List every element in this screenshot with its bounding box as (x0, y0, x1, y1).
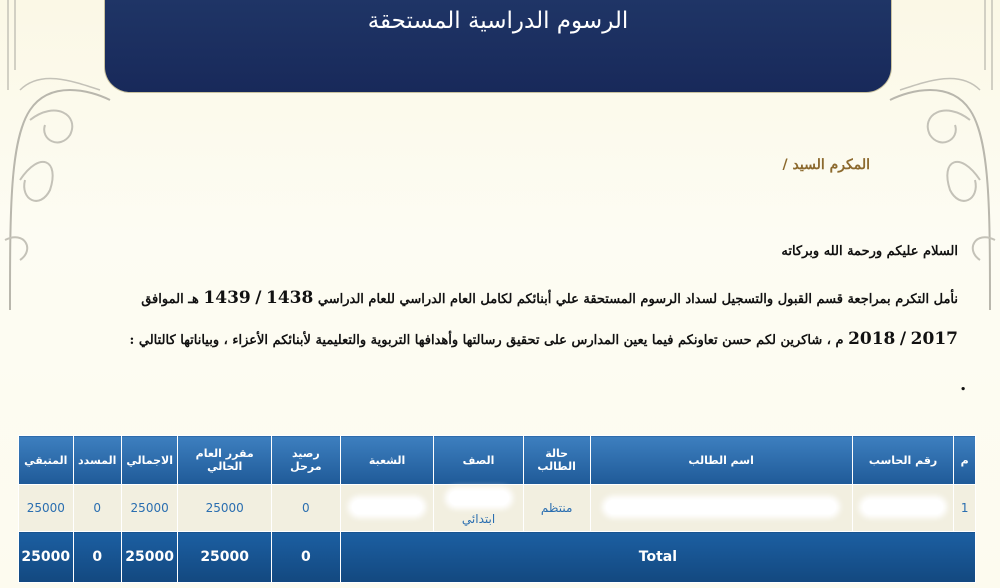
page-title: الرسوم الدراسية المستحقة (367, 8, 629, 34)
col-student-status: حالة الطالب (523, 436, 590, 485)
col-current-fee: مقرر العام الحالي (178, 436, 272, 485)
cell-total: 25000 (121, 485, 178, 532)
table-row[interactable] (19, 485, 976, 532)
col-paid: المسدد (73, 436, 121, 485)
col-student-name: اسم الطالب (590, 436, 852, 485)
cell-grade (434, 485, 523, 532)
cell-paid: 0 (73, 485, 121, 532)
col-total: الاجمالي (121, 436, 178, 485)
end-dot: . (960, 374, 967, 395)
grade-level-text: ابتدائي (461, 511, 496, 526)
year-separator: / (255, 288, 262, 308)
totals-current-fee: 25000 (178, 532, 272, 583)
totals-paid: 0 (73, 532, 121, 583)
table-header-row (19, 436, 976, 485)
totals-row (19, 532, 976, 583)
body-text-1: نأمل التكرم بمراجعة قسم القبول والتسجيل لسداد الرسوم المستحقة علي أبنائكم لكامل العام الدراسي للعام الدراسي (317, 292, 958, 307)
cell-index: 1 (954, 485, 976, 532)
page-title-bar (104, 0, 892, 93)
col-grade: الصف (434, 436, 523, 485)
cell-computer-number (852, 485, 954, 532)
body-text-2: هـ الموافق (141, 292, 199, 307)
top-left-flourish-icon (0, 0, 110, 100)
totals-carried-balance: 0 (271, 532, 340, 583)
redacted-value (606, 500, 836, 514)
totals-remaining: 25000 (19, 532, 74, 583)
cell-student-name (590, 485, 852, 532)
fees-table (18, 435, 976, 583)
col-carried-balance: رصيد مرحل (271, 436, 340, 485)
col-remaining: المتبقي (19, 436, 74, 485)
cell-remaining: 25000 (19, 485, 74, 532)
hijri-year-1: 1438 (266, 288, 314, 308)
cell-section (340, 485, 434, 532)
cell-carried-balance: 0 (271, 485, 340, 532)
gregorian-year-2: 2018 (848, 329, 896, 349)
body-paragraph-line-2 (58, 329, 958, 349)
cell-status: منتظم (523, 485, 590, 532)
totals-total: 25000 (121, 532, 178, 583)
top-right-flourish-icon (890, 0, 1000, 100)
col-index: م (954, 436, 976, 485)
recipient-label: المكرم السيد / (782, 157, 870, 173)
body-text-3: م ، شاكرين لكم حسن تعاونكم فيما يعين المدارس على تحقيق رسالتها وأهدافها التربوية والتعليمية لأبنائكم الأعزاء ، وبياناتها كالتالي : (129, 333, 844, 348)
year-separator-2: / (899, 329, 907, 349)
redacted-value (863, 500, 943, 514)
redacted-value (352, 500, 422, 514)
col-computer-number: رقم الحاسب (852, 436, 954, 485)
col-section: الشعبة (340, 436, 434, 485)
body-paragraph-line-1 (58, 288, 958, 308)
gregorian-year-1: 2017 (910, 329, 958, 349)
totals-label: Total (340, 532, 975, 583)
hijri-year-2: 1439 (203, 288, 251, 308)
greeting-text: السلام عليكم ورحمة الله وبركاته (781, 244, 958, 259)
redacted-value (449, 491, 509, 505)
cell-current-fee: 25000 (178, 485, 272, 532)
